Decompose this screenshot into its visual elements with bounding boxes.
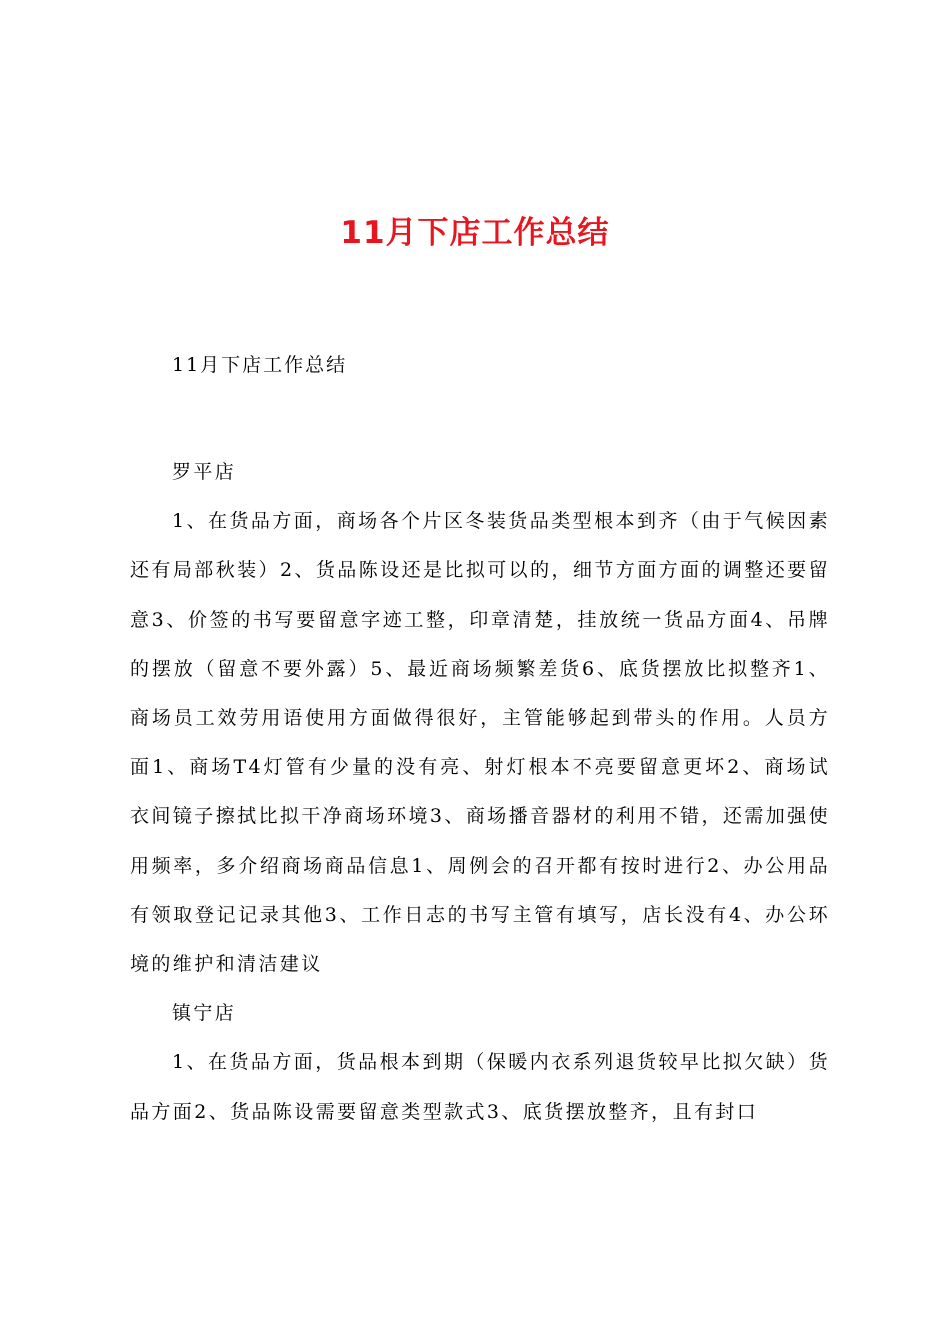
document-subtitle: 11月下店工作总结 — [172, 354, 348, 376]
document-title: 11月下店工作总结 — [340, 215, 610, 251]
paragraph-zhenning-summary: 1、在货品方面，货品根本到期（保暖内衣系列退货较早比拟欠缺）货品方面2、货品陈设需要留意类型款式3、底货摆放整齐，且有封口 — [130, 1051, 830, 1123]
section-heading-luoping: 罗平店 — [172, 461, 237, 483]
document-body — [130, 448, 830, 1137]
section-heading-zhenning: 镇宁店 — [172, 1002, 237, 1025]
paragraph-luoping-summary: 1、在货品方面，商场各个片区冬装货品类型根本到齐（由于气候因素还有局部秋装）2、货品陈设还是比拟可以的，细节方面方面的调整还要留意3、价签的书写要留意字迹工整，印章清楚，挂放统一货品方面4、吊牌的摆放（留意不要外露）5、最近商场频繁差货6、底货摆放比拟整齐1、商场员工效劳用语使用方面做得很好，主管能够起到带头的作用。人员方面1、商场T4灯管有少量的没有亮、射灯根本不亮要留意更坏2、商场试衣间镜子擦拭比拟干净商场环境3、商场播音器材的利用不错，还需加强使用频率，多介绍商场商品信息1、周例会的召开都有按时进行2、办公用品有领取登记记录其他3、工作日志的书写主管有填写，店长没有4、办公环境的维护和清洁建议 — [130, 510, 830, 976]
